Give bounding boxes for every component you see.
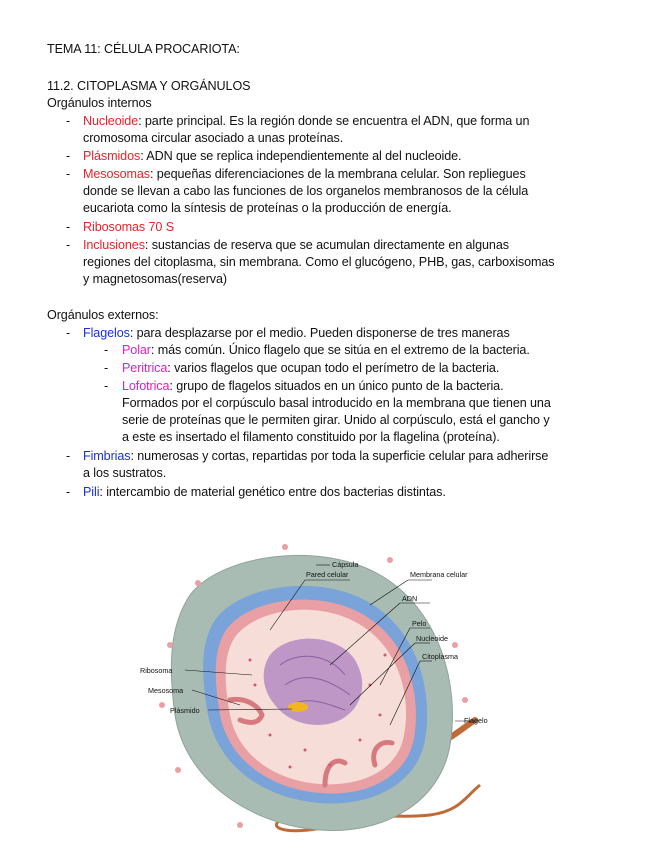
item-text: : para desplazarse por el medio. Pueden disponerse de tres maneras <box>129 326 510 340</box>
item-text: : sustancias de reserva que se acumulan directamente en algunas <box>144 238 509 252</box>
term-fimbrias: Fimbrias <box>83 449 131 463</box>
pilus <box>195 580 201 586</box>
item-text-cont: eucariota como la síntesis de proteínas o la producción de energía. <box>83 201 452 215</box>
pilus <box>175 767 181 773</box>
list-item-flagelos <box>83 325 510 342</box>
internal-heading: Orgánulos internos <box>47 96 152 110</box>
sub-item-lofotrica <box>122 378 503 395</box>
item-text: : más común. Único flagelo que se sitúa en el extremo de la bacteria. <box>150 343 530 357</box>
label-flagelo: Flagelo <box>464 716 488 725</box>
list-item-fimbrias <box>83 448 548 465</box>
item-text: : grupo de flagelos situados en un único punto de la bacteria. <box>169 379 504 393</box>
item-text: : pequeñas diferenciaciones de la membrana celular. Son repliegues <box>150 167 526 181</box>
pilus <box>452 642 458 648</box>
label-nucleoide: Nucleoide <box>416 634 448 643</box>
pilus <box>462 697 468 703</box>
item-text: : ADN que se replica independientemente al del nucleoide. <box>140 149 462 163</box>
list-item-pili <box>83 484 446 501</box>
label-mesosoma: Mesosoma <box>148 686 184 695</box>
sub-bullet-dash: - <box>104 361 109 375</box>
term-flagelos: Flagelos <box>83 326 130 340</box>
term-ribosomas: Ribosomas 70 S <box>83 220 174 234</box>
label-ribosoma: Ribosoma <box>140 666 173 675</box>
list-item-inclusiones <box>83 237 509 254</box>
item-text: : numerosas y cortas, repartidas por toda la superficie celular para adherirse <box>130 449 549 463</box>
label-membrana: Membrana celular <box>410 570 468 579</box>
pilus <box>159 702 165 708</box>
item-text: : parte principal. Es la región donde se encuentra el ADN, que forma un <box>138 114 530 128</box>
sub-item-peritrica <box>122 360 499 377</box>
pilus <box>237 822 243 828</box>
page-title: TEMA 11: CÉLULA PROCARIOTA: <box>47 42 240 56</box>
bullet-dash: - <box>66 167 71 181</box>
prokaryotic-cell-diagram <box>130 535 525 845</box>
item-text-cont: cromosoma circular asociado a unas proteínas. <box>83 131 344 145</box>
ribosome <box>359 739 362 742</box>
bullet-dash: - <box>66 238 71 252</box>
term-plasmidos: Plásmidos <box>83 149 141 163</box>
term-nucleoide: Nucleoide <box>83 114 139 128</box>
term-pili: Pili <box>83 485 100 499</box>
pilus <box>167 642 173 648</box>
term-peritrica: Peritrica <box>122 361 168 375</box>
sub-item-polar <box>122 342 530 359</box>
list-item-plasmidos <box>83 148 461 165</box>
label-plasmido: Plásmido <box>170 706 200 715</box>
label-adn: ADN <box>402 594 418 603</box>
list-item-mesosomas <box>83 166 526 183</box>
label-capsula: Cápsula <box>332 560 359 569</box>
item-text: : intercambio de material genético entre dos bacterias distintas. <box>99 485 446 499</box>
sub-bullet-dash: - <box>104 343 109 357</box>
item-text-cont: a los sustratos. <box>83 466 167 480</box>
label-pelo: Pelo <box>412 619 427 628</box>
bullet-dash: - <box>66 114 71 128</box>
bullet-dash: - <box>66 220 71 234</box>
term-inclusiones: Inclusiones <box>83 238 145 252</box>
item-text-cont: Formados por el corpúsculo basal introducido en la membrana que tienen una <box>122 396 551 410</box>
bullet-dash: - <box>66 149 71 163</box>
term-mesosomas: Mesosomas <box>83 167 150 181</box>
item-text-cont: a este es insertado el filamento constituido por la flagelina (proteína). <box>122 430 500 444</box>
pilus <box>282 544 288 550</box>
term-lofotrica: Lofotrica <box>122 379 170 393</box>
item-text-cont: serie de proteínas que le permiten girar. Unido al corpúsculo, está el gancho y <box>122 413 550 427</box>
ribosome <box>384 654 387 657</box>
pilus <box>387 557 393 563</box>
item-text-cont: donde se llevan a cabo las funciones de los organelos membranosos de la célula <box>83 184 529 198</box>
label-citoplasma: Citoplasma <box>422 652 458 661</box>
bullet-dash: - <box>66 326 71 340</box>
ribosome <box>269 734 272 737</box>
ribosome <box>249 659 252 662</box>
label-pared: Pared celular <box>306 570 349 579</box>
list-item-nucleoide <box>83 113 529 130</box>
ribosome <box>289 766 292 769</box>
sub-bullet-dash: - <box>104 379 109 393</box>
item-text-cont: regiones del citoplasma, sin membrana. Como el glucógeno, PHB, gas, carboxisomas <box>83 255 555 269</box>
item-text-cont: y magnetosomas(reserva) <box>83 272 227 286</box>
ribosome <box>304 749 307 752</box>
section-heading: 11.2. CITOPLASMA Y ORGÁNULOS <box>47 79 251 93</box>
bullet-dash: - <box>66 485 71 499</box>
term-polar: Polar <box>122 343 151 357</box>
plasmid <box>288 702 308 712</box>
item-text: : varios flagelos que ocupan todo el perímetro de la bacteria. <box>167 361 500 375</box>
bullet-dash: - <box>66 449 71 463</box>
ribosome <box>329 764 332 767</box>
ribosome <box>254 684 257 687</box>
ribosome <box>379 714 382 717</box>
external-heading: Orgánulos externos: <box>47 308 159 322</box>
